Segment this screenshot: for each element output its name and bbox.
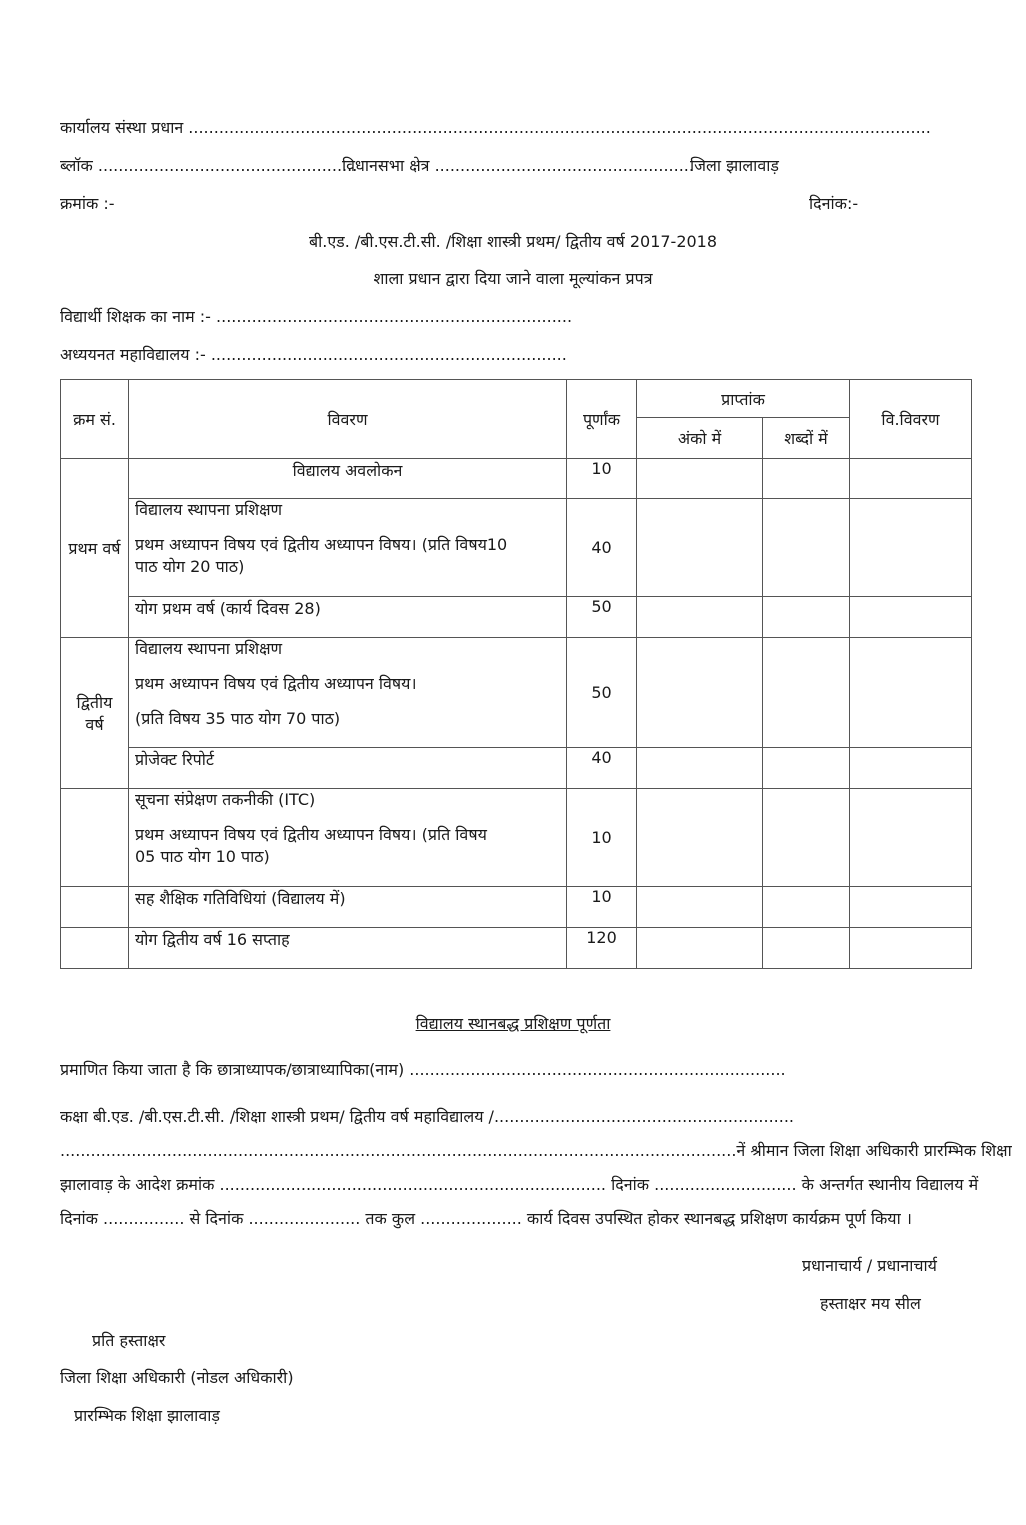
certificate-heading: विद्यालय स्थानबद्ध प्रशिक्षण पूर्णता — [415, 1014, 611, 1033]
marks-digits-cell[interactable] — [637, 597, 763, 638]
row-max-marks: 10 — [567, 887, 637, 928]
marks-words-cell[interactable] — [763, 597, 850, 638]
marks-digits-cell[interactable] — [637, 887, 763, 928]
marks-digits-cell[interactable] — [637, 748, 763, 789]
row-max-marks: 40 — [567, 499, 637, 597]
empty-serial-cell — [61, 789, 129, 887]
constituency-line: विधानसभा क्षेत्र ................................................... — [342, 156, 694, 175]
empty-serial-cell — [61, 887, 129, 928]
header-in-words: शब्दों में — [763, 418, 850, 459]
row-description: विद्यालय स्थापना प्रशिक्षण प्रथम अध्यापन विषय एवं द्वितीय अध्यापन विषय। (प्रति विषय 35 पाठ योग 70 पाठ) — [129, 638, 567, 748]
deo-title: जिला शिक्षा अधिकारी (नोडल अधिकारी) — [60, 1368, 294, 1387]
marks-words-cell[interactable] — [763, 887, 850, 928]
row-description: विद्यालय स्थापना प्रशिक्षण प्रथम अध्यापन विषय एवं द्वितीय अध्यापन विषय। (प्रति विषय10 पाठ योग 20 पाठ) — [129, 499, 567, 597]
header-max-marks: पूर्णांक — [567, 380, 637, 459]
row-max-marks: 50 — [567, 638, 637, 748]
empty-serial-cell — [61, 928, 129, 969]
course-title: बी.एड. /बी.एस.टी.सी. /शिक्षा शास्त्री प्रथम/ द्वितीय वर्ष 2017-2018 — [308, 232, 718, 251]
marks-words-cell[interactable] — [763, 789, 850, 887]
table-row — [61, 459, 972, 499]
header-obtained: प्राप्तांक — [637, 380, 850, 418]
header-serial: क्रम सं. — [61, 380, 129, 459]
principal-title: प्रधानाचार्य / प्रधानाचार्य — [802, 1256, 937, 1275]
block-line: ब्लॉक ................................................... — [60, 156, 358, 175]
table-row — [61, 638, 972, 748]
evaluation-table — [60, 379, 972, 969]
row-description: प्रोजेक्ट रिपोर्ट — [129, 748, 567, 789]
remarks-cell[interactable] — [850, 499, 972, 597]
certificate-line-3: .....................................................................................................................................नें श्रीमान जिला शिक्षा अधिकारी प्रारम्भिक शिक्षा — [60, 1141, 1012, 1160]
certificate-line-4: झालावाड़ के आदेश क्रमांक ............................................................................ दिनांक ............................ के अन्तर्गत स्थानीय विद्यालय में — [60, 1175, 979, 1194]
table-row — [61, 789, 972, 887]
second-year-label: द्वितीय वर्ष — [61, 638, 129, 789]
elementary-education-label: प्रारम्भिक शिक्षा झालावाड़ — [74, 1406, 220, 1425]
marks-digits-cell[interactable] — [637, 638, 763, 748]
marks-digits-cell[interactable] — [637, 499, 763, 597]
header-remarks: वि.विवरण — [850, 380, 972, 459]
remarks-cell[interactable] — [850, 748, 972, 789]
remarks-cell[interactable] — [850, 638, 972, 748]
row-description: योग प्रथम वर्ष (कार्य दिवस 28) — [129, 597, 567, 638]
row-max-marks: 50 — [567, 597, 637, 638]
remarks-cell[interactable] — [850, 459, 972, 499]
certificate-line-2: कक्षा बी.एड. /बी.एस.टी.सी. /शिक्षा शास्त्री प्रथम/ द्वितीय वर्ष महाविद्यालय /........................................................... — [60, 1107, 795, 1126]
certificate-line-5: दिनांक ................ से दिनांक ...................... तक कुल .................... कार्य दिवस उपस्थित होकर स्थानबद्ध प्रशिक्षण कार्यक्रम पूर्ण किया । — [60, 1209, 912, 1228]
office-line: कार्यालय संस्था प्रधान .................................................................................................................................................. — [60, 118, 931, 137]
row-description: सह शैक्षिक गतिविधियां (विद्यालय में) — [129, 887, 567, 928]
row-max-marks: 10 — [567, 789, 637, 887]
table-row — [61, 597, 972, 638]
row-max-marks: 120 — [567, 928, 637, 969]
marks-digits-cell[interactable] — [637, 459, 763, 499]
table-row — [61, 748, 972, 789]
row-description: विद्यालय अवलोकन — [129, 459, 567, 499]
remarks-cell[interactable] — [850, 597, 972, 638]
row-max-marks: 40 — [567, 748, 637, 789]
date-label: दिनांक:- — [809, 194, 859, 213]
remarks-cell[interactable] — [850, 928, 972, 969]
form-title: शाला प्रधान द्वारा दिया जाने वाला मूल्यांकन प्रपत्र — [373, 269, 653, 288]
marks-words-cell[interactable] — [763, 638, 850, 748]
serial-number-label: क्रमांक :- — [60, 194, 115, 213]
marks-digits-cell[interactable] — [637, 928, 763, 969]
header-in-digits: अंको में — [637, 418, 763, 459]
student-name-line: विद्यार्थी शिक्षक का नाम :- ...................................................................... — [60, 307, 573, 326]
row-description: सूचना संप्रेक्षण तकनीकी (ITC) प्रथम अध्यापन विषय एवं द्वितीय अध्यापन विषय। (प्रति विषय 05 पाठ योग 10 पाठ) — [129, 789, 567, 887]
district-line: जिला झालावाड़ — [690, 156, 779, 175]
marks-digits-cell[interactable] — [637, 789, 763, 887]
table-row — [61, 499, 972, 597]
college-line: अध्ययनत महाविद्यालय :- ...................................................................... — [60, 345, 567, 364]
row-max-marks: 10 — [567, 459, 637, 499]
header-description: विवरण — [129, 380, 567, 459]
sign-seal-label: हस्ताक्षर मय सील — [820, 1294, 921, 1313]
table-row — [61, 928, 972, 969]
marks-words-cell[interactable] — [763, 748, 850, 789]
table-row — [61, 887, 972, 928]
marks-words-cell[interactable] — [763, 499, 850, 597]
marks-words-cell[interactable] — [763, 459, 850, 499]
certificate-line-1: प्रमाणित किया जाता है कि छात्राध्यापक/छात्राध्यापिका(नाम) .......................................................................... — [60, 1060, 786, 1079]
row-description: योग द्वितीय वर्ष 16 सप्ताह — [129, 928, 567, 969]
first-year-label: प्रथम वर्ष — [61, 459, 129, 638]
countersign-label: प्रति हस्ताक्षर — [92, 1331, 166, 1350]
remarks-cell[interactable] — [850, 789, 972, 887]
remarks-cell[interactable] — [850, 887, 972, 928]
marks-words-cell[interactable] — [763, 928, 850, 969]
